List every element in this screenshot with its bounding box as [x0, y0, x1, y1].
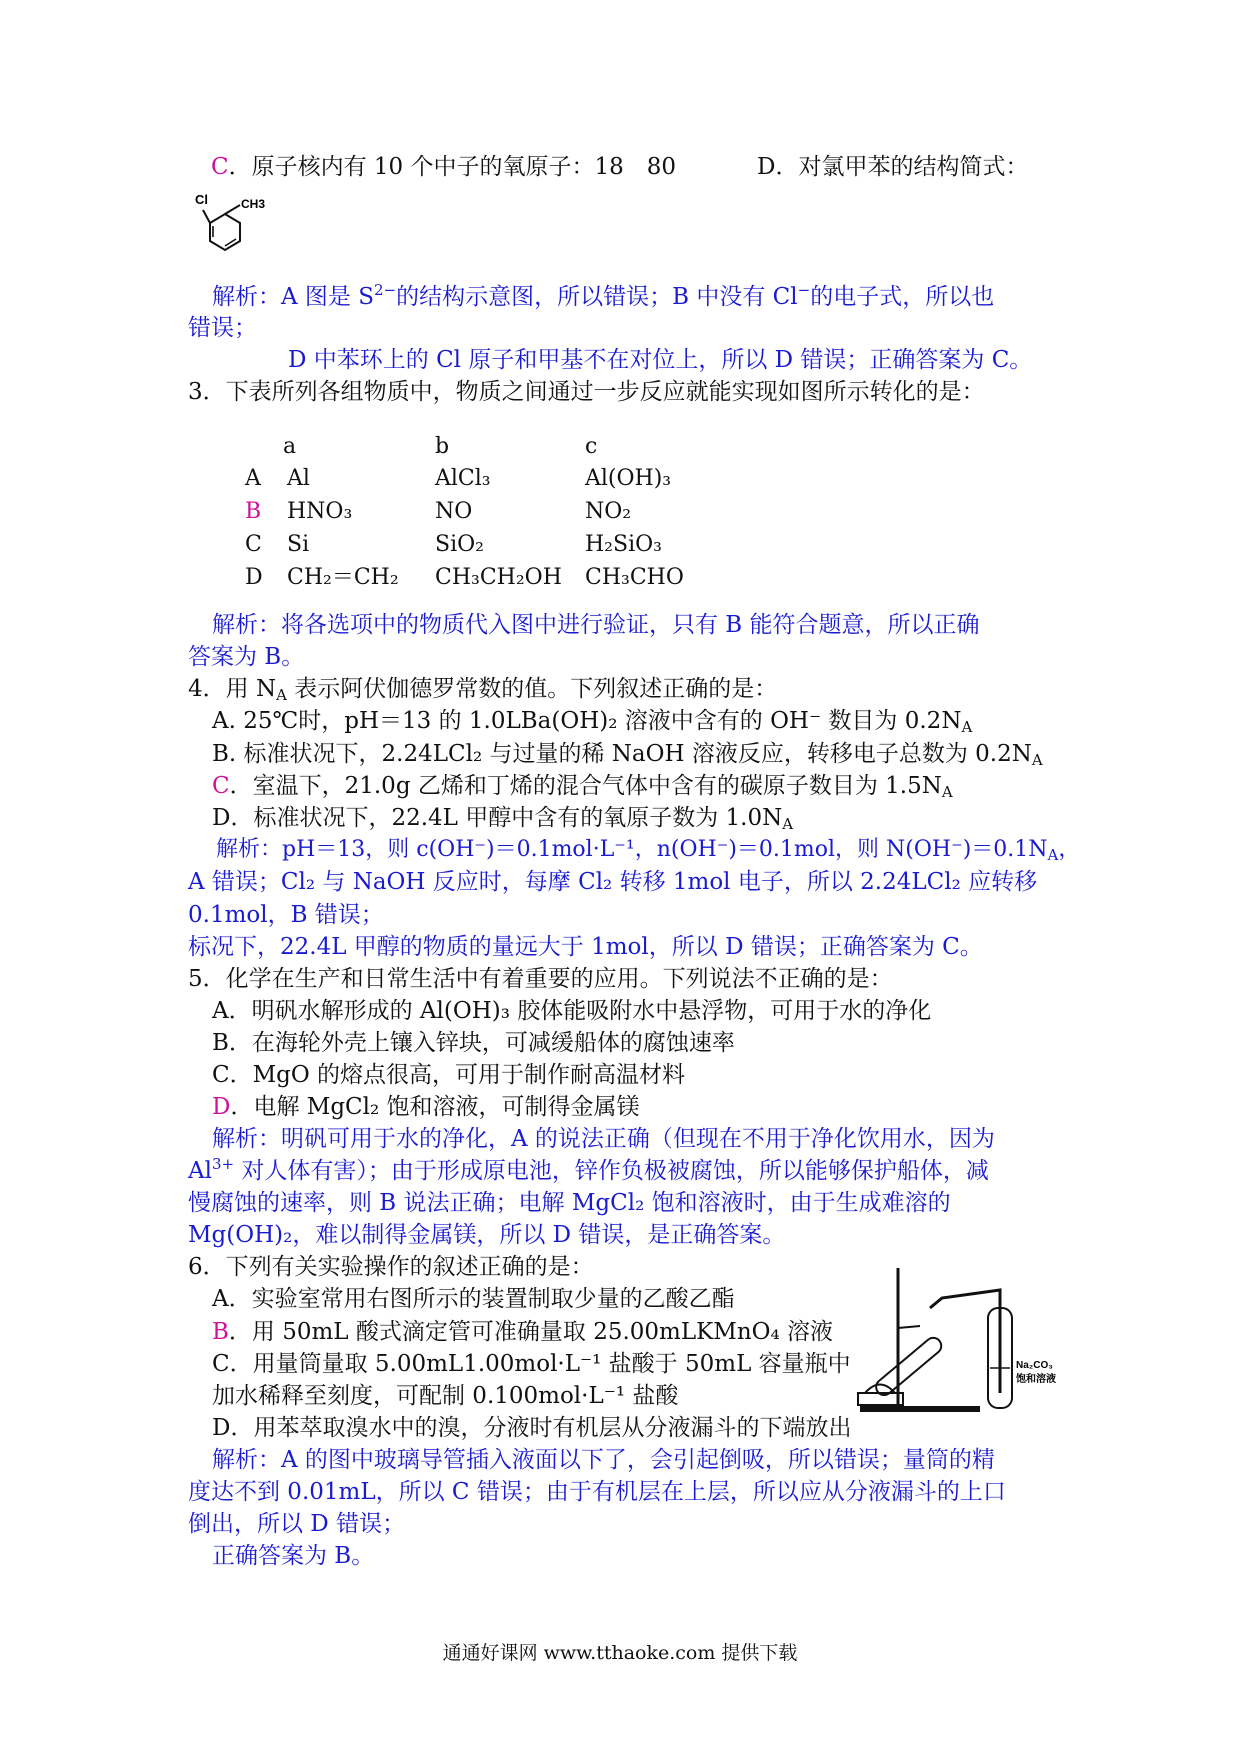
q4-stem	[188, 674, 777, 704]
q4-option-c-text: ．室温下，21.0g 乙烯和丁烯的混合气体中含有的碳原子数目为 1.5N	[229, 773, 942, 799]
q2-analysis-part1: 解析：A 图是 S	[212, 284, 374, 310]
q4-option-a	[212, 706, 972, 736]
apparatus-label-solution: 饱和溶液	[1016, 1374, 1056, 1385]
q2-option-c-label: C	[211, 154, 229, 180]
q3-stem: 3．下表所列各组物质中，物质之间通过一步反应就能实现如图所示转化的是：	[188, 379, 985, 405]
q5-analysis-part2: 对人体有害）；由于形成原电池，锌作负极被腐蚀，所以能够保护船体，减	[234, 1158, 989, 1184]
q4-option-d	[212, 803, 793, 833]
page-footer: 通通好课网 www.tthaoke.com 提供下载	[442, 1642, 798, 1664]
q3-row-label: A	[245, 466, 261, 491]
ester-apparatus-figure	[850, 1268, 1060, 1418]
q6-option-d: D．用苯萃取溴水中的溴，分液时有机层从分液漏斗的下端放出	[212, 1415, 852, 1441]
q5-analysis-al-charge: 3+	[211, 1155, 235, 1173]
q6-stem: 6．下列有关实验操作的叙述正确的是：	[188, 1254, 594, 1280]
q5-analysis-line4: Mg(OH)₂，难以制得金属镁，所以 D 错误，是正确答案。	[188, 1222, 786, 1248]
q2-option-d: D．对氯甲苯的结构简式：	[757, 154, 1029, 180]
q4-option-a-sub: A	[961, 718, 973, 736]
q3-row-label: B	[245, 499, 262, 524]
chloride-charge: −	[797, 281, 811, 299]
q2-analysis-line3: D 中苯环上的 Cl 原子和甲基不在对位上，所以 D 错误；正确答案为 C。	[288, 347, 1033, 373]
q4-option-d-text: D．标准状况下，22.4L 甲醇中含有的氧原子数为 1.0N	[212, 805, 783, 831]
q4-option-c-sub: A	[941, 783, 953, 801]
q3-row-label: C	[245, 532, 262, 557]
q3-cell-c: NO₂	[585, 499, 632, 524]
q3-header-a: a	[283, 434, 297, 459]
q5-option-d-label: D	[212, 1094, 231, 1120]
chlorotoluene-structure	[185, 188, 295, 270]
q4-analysis-line1	[216, 835, 1080, 865]
q3-cell-b: SiO₂	[435, 532, 484, 557]
q2-analysis-part2: 的结构示意图，所以错误；B 中没有 Cl	[396, 284, 798, 310]
q4-option-a-text: A. 25℃时，pH＝13 的 1.0LBa(OH)₂ 溶液中含有的 OH⁻ 数目为 0.2N	[212, 708, 962, 734]
q4-analysis-line4: 标况下，22.4L 甲醇的物质的量远大于 1mol，所以 D 错误；正确答案为 C。	[188, 934, 983, 960]
q6-analysis-line3: 倒出，所以 D 错误；	[188, 1511, 406, 1537]
mol-ch3-label: CH3	[241, 197, 266, 211]
q3-cell-c: H₂SiO₃	[585, 532, 662, 557]
q5-analysis-al: Al	[188, 1158, 212, 1184]
q3-header-c: c	[585, 434, 598, 459]
q2-analysis-part3: 的电子式，所以也	[810, 284, 995, 310]
q3-row-label: D	[245, 565, 263, 590]
q3-cell-a: HNO₃	[287, 499, 353, 524]
q5-option-c: C．MgO 的熔点很高，可用于制作耐高温材料	[212, 1062, 686, 1088]
q5-analysis-line2	[188, 1156, 989, 1186]
q4-option-b-text: B. 标准状况下，2.24LCl₂ 与过量的稀 NaOH 溶液反应，转移电子总数为 0.2N	[212, 741, 1032, 767]
q4-stem-part2: 表示阿伏伽德罗常数的值。下列叙述正确的是：	[286, 676, 778, 702]
q5-option-a: A．明矾水解形成的 Al(OH)₃ 胶体能吸附水中悬浮物，可用于水的净化	[212, 998, 932, 1024]
q2-option-c-text: ．原子核内有 10 个中子的氧原子：18 80	[228, 154, 677, 180]
q3-cell-a: Al	[287, 466, 310, 491]
q3-cell-c: CH₃CHO	[585, 565, 684, 590]
q5-analysis-line1: 解析：明矾可用于水的净化，A 的说法正确（但现在不用于净化饮用水，因为	[212, 1126, 995, 1152]
q3-analysis-line1: 解析：将各选项中的物质代入图中进行验证，只有 B 能符合题意，所以正确	[212, 612, 980, 638]
q5-analysis-line3: 慢腐蚀的速率，则 B 说法正确；电解 MgCl₂ 饱和溶液时，由于生成难溶的	[188, 1190, 951, 1216]
q4-stem-sub: A	[276, 686, 287, 704]
q4-stem-part1: 4．用 N	[188, 676, 277, 702]
q3-cell-b: CH₃CH₂OH	[435, 565, 562, 590]
q3-cell-a: CH₂＝CH₂	[287, 565, 399, 590]
q5-option-d-text: ．电解 MgCl₂ 饱和溶液，可制得金属镁	[230, 1094, 640, 1120]
q6-option-b-label: B	[212, 1319, 229, 1345]
q2-option-c	[211, 152, 676, 182]
q4-analysis-line2: A 错误；Cl₂ 与 NaOH 反应时，每摩 Cl₂ 转移 1mol 电子，所以 2.24LCl₂ 应转移	[188, 869, 1038, 895]
q5-option-d	[212, 1092, 640, 1122]
q3-header-b: b	[435, 434, 450, 459]
sulfide-charge: 2−	[374, 281, 397, 299]
q3-cell-a: Si	[287, 532, 310, 557]
q6-option-c-line2: 加水稀释至刻度，可配制 0.100mol·L⁻¹ 盐酸	[212, 1383, 679, 1409]
q6-option-b-text: ．用 50mL 酸式滴定管可准确量取 25.00mLKMnO₄ 溶液	[228, 1319, 834, 1345]
mol-cl-label: Cl	[195, 192, 208, 207]
q6-option-a: A．实验室常用右图所示的装置制取少量的乙酸乙酯	[212, 1286, 735, 1312]
q4-option-b-sub: A	[1031, 751, 1043, 769]
apparatus-label-na2co3: Na₂CO₃	[1016, 1360, 1053, 1371]
q4-option-c	[212, 771, 953, 801]
q6-option-c-line1: C．用量筒量取 5.00mL1.00mol·L⁻¹ 盐酸于 50mL 容量瓶中	[212, 1351, 851, 1377]
q2-analysis-line2: 错误；	[188, 315, 257, 341]
q6-analysis-line4: 正确答案为 B。	[212, 1543, 375, 1569]
q4-option-d-sub: A	[782, 815, 794, 833]
q3-cell-b: AlCl₃	[435, 466, 491, 491]
q4-analysis-sub: A	[1047, 846, 1059, 864]
q3-cell-b: NO	[435, 499, 473, 524]
q4-option-c-label: C	[212, 773, 230, 799]
q6-option-b	[212, 1317, 833, 1347]
q2-analysis-line1	[212, 282, 994, 312]
q3-cell-c: Al(OH)₃	[585, 466, 672, 491]
q4-analysis-part1: 解析：pH＝13，则 c(OH⁻)＝0.1mol·L⁻¹，n(OH⁻)＝0.1mol，则 N(OH⁻)＝0.1N	[216, 837, 1048, 862]
q4-analysis-line3: 0.1mol，B 错误；	[188, 902, 384, 928]
q4-option-b	[212, 739, 1043, 769]
q5-stem: 5．化学在生产和日常生活中有着重要的应用。下列说法不正确的是：	[188, 966, 893, 992]
q6-analysis-line1: 解析：A 的图中玻璃导管插入液面以下了，会引起倒吸，所以错误；量筒的精	[212, 1447, 995, 1473]
q5-option-b: B．在海轮外壳上镶入锌块，可减缓船体的腐蚀速率	[212, 1030, 735, 1056]
q4-analysis-tail: ，	[1058, 837, 1081, 862]
q3-analysis-line2: 答案为 B。	[188, 644, 305, 670]
q6-analysis-line2: 度达不到 0.01mL，所以 C 错误；由于有机层在上层，所以应从分液漏斗的上口	[188, 1479, 1006, 1505]
